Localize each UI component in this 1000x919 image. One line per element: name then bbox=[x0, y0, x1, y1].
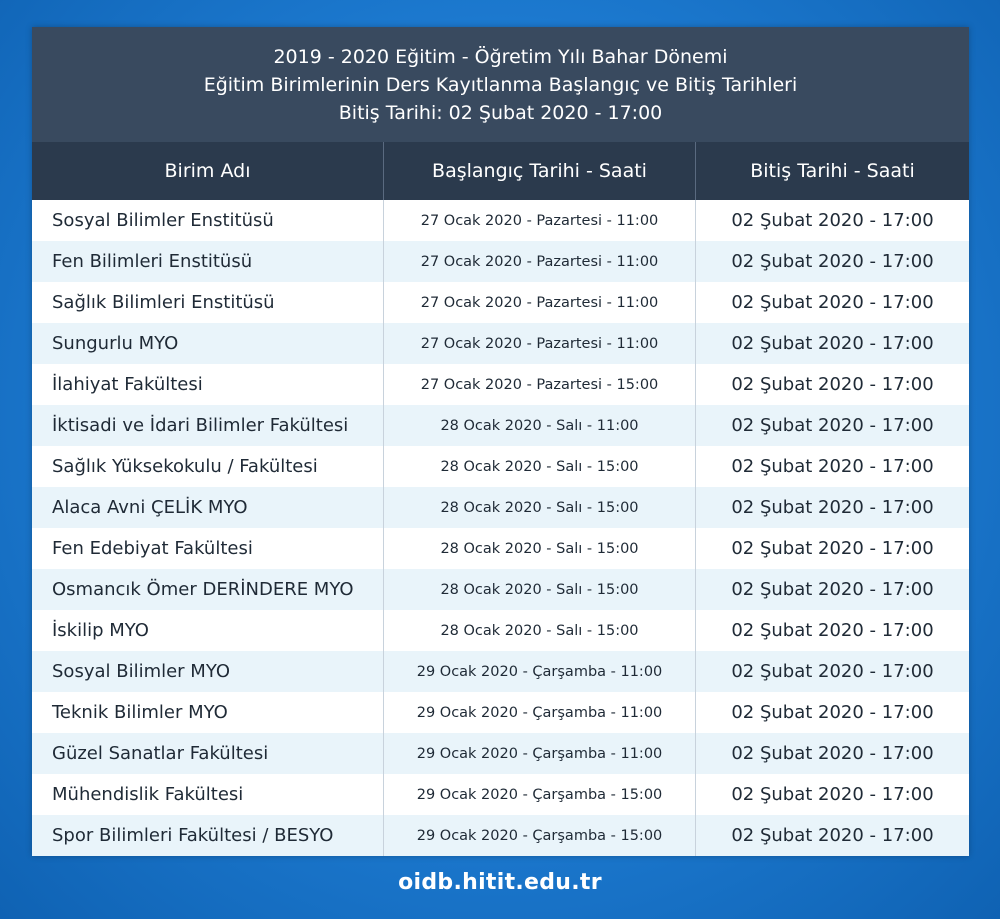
title-line-1: 2019 - 2020 Eğitim - Öğretim Yılı Bahar Dönemi bbox=[273, 45, 728, 68]
table-row bbox=[32, 364, 969, 405]
unit-name-cell: İktisadi ve İdari Bilimler Fakültesi bbox=[32, 405, 384, 446]
table-row bbox=[32, 815, 969, 856]
start-date-cell: 28 Ocak 2020 - Salı - 15:00 bbox=[384, 528, 696, 569]
start-date-cell: 27 Ocak 2020 - Pazartesi - 11:00 bbox=[384, 323, 696, 364]
end-date-cell: 02 Şubat 2020 - 17:00 bbox=[731, 702, 934, 723]
table-row bbox=[32, 569, 969, 610]
end-date-cell: 02 Şubat 2020 - 17:00 bbox=[731, 538, 934, 559]
end-date-cell: 02 Şubat 2020 - 17:00 bbox=[731, 415, 934, 436]
table-header bbox=[32, 142, 969, 200]
header-unit-name: Birim Adı bbox=[32, 142, 384, 200]
unit-name-cell: Teknik Bilimler MYO bbox=[32, 692, 384, 733]
unit-name-cell: Sosyal Bilimler MYO bbox=[32, 651, 384, 692]
header-start-date: Başlangıç Tarihi - Saati bbox=[384, 142, 696, 200]
unit-name-cell: Alaca Avni ÇELİK MYO bbox=[32, 487, 384, 528]
schedule-panel bbox=[32, 27, 969, 856]
end-date-cell: 02 Şubat 2020 - 17:00 bbox=[731, 456, 934, 477]
start-date-cell: 27 Ocak 2020 - Pazartesi - 11:00 bbox=[384, 241, 696, 282]
end-date-cell: 02 Şubat 2020 - 17:00 bbox=[731, 661, 934, 682]
table-row bbox=[32, 446, 969, 487]
header-end-date: Bitiş Tarihi - Saati bbox=[750, 160, 915, 182]
unit-name-cell: Güzel Sanatlar Fakültesi bbox=[32, 733, 384, 774]
unit-name-cell: İlahiyat Fakültesi bbox=[32, 364, 384, 405]
table-row bbox=[32, 692, 969, 733]
table-row bbox=[32, 733, 969, 774]
end-date-cell: 02 Şubat 2020 - 17:00 bbox=[731, 210, 934, 231]
end-date-cell: 02 Şubat 2020 - 17:00 bbox=[731, 292, 934, 313]
start-date-cell: 29 Ocak 2020 - Çarşamba - 15:00 bbox=[384, 774, 696, 815]
start-date-cell: 28 Ocak 2020 - Salı - 15:00 bbox=[384, 569, 696, 610]
end-date-cell: 02 Şubat 2020 - 17:00 bbox=[731, 251, 934, 272]
start-date-cell: 28 Ocak 2020 - Salı - 11:00 bbox=[384, 405, 696, 446]
unit-name-cell: Sosyal Bilimler Enstitüsü bbox=[32, 200, 384, 241]
title-line-3: Bitiş Tarihi: 02 Şubat 2020 - 17:00 bbox=[338, 101, 663, 124]
table-row bbox=[32, 528, 969, 569]
table-row bbox=[32, 200, 969, 241]
table-body bbox=[32, 200, 969, 856]
table-row bbox=[32, 610, 969, 651]
start-date-cell: 28 Ocak 2020 - Salı - 15:00 bbox=[384, 487, 696, 528]
end-date-cell: 02 Şubat 2020 - 17:00 bbox=[731, 374, 934, 395]
start-date-cell: 27 Ocak 2020 - Pazartesi - 11:00 bbox=[384, 282, 696, 323]
start-date-cell: 29 Ocak 2020 - Çarşamba - 11:00 bbox=[384, 651, 696, 692]
unit-name-cell: Osmancık Ömer DERİNDERE MYO bbox=[32, 569, 384, 610]
start-date-cell: 29 Ocak 2020 - Çarşamba - 11:00 bbox=[384, 692, 696, 733]
table-row bbox=[32, 241, 969, 282]
end-date-cell: 02 Şubat 2020 - 17:00 bbox=[731, 620, 934, 641]
unit-name-cell: Sağlık Yüksekokulu / Fakültesi bbox=[32, 446, 384, 487]
unit-name-cell: Fen Edebiyat Fakültesi bbox=[32, 528, 384, 569]
end-date-cell: 02 Şubat 2020 - 17:00 bbox=[731, 825, 934, 846]
table-row bbox=[32, 774, 969, 815]
start-date-cell: 29 Ocak 2020 - Çarşamba - 15:00 bbox=[384, 815, 696, 856]
unit-name-cell: Fen Bilimleri Enstitüsü bbox=[32, 241, 384, 282]
start-date-cell: 29 Ocak 2020 - Çarşamba - 11:00 bbox=[384, 733, 696, 774]
end-date-cell: 02 Şubat 2020 - 17:00 bbox=[731, 579, 934, 600]
unit-name-cell: Sağlık Bilimleri Enstitüsü bbox=[32, 282, 384, 323]
unit-name-cell: İskilip MYO bbox=[32, 610, 384, 651]
title-line-2: Eğitim Birimlerinin Ders Kayıtlanma Başlangıç ve Bitiş Tarihleri bbox=[203, 73, 798, 96]
unit-name-cell: Sungurlu MYO bbox=[32, 323, 384, 364]
start-date-cell: 28 Ocak 2020 - Salı - 15:00 bbox=[384, 446, 696, 487]
table-row bbox=[32, 323, 969, 364]
footer-website: oidb.hitit.edu.tr bbox=[398, 870, 602, 895]
title-block bbox=[32, 27, 969, 142]
table-row bbox=[32, 405, 969, 446]
end-date-cell: 02 Şubat 2020 - 17:00 bbox=[731, 743, 934, 764]
end-date-cell: 02 Şubat 2020 - 17:00 bbox=[731, 333, 934, 354]
start-date-cell: 28 Ocak 2020 - Salı - 15:00 bbox=[384, 610, 696, 651]
start-date-cell: 27 Ocak 2020 - Pazartesi - 15:00 bbox=[384, 364, 696, 405]
table-row bbox=[32, 651, 969, 692]
unit-name-cell: Mühendislik Fakültesi bbox=[32, 774, 384, 815]
unit-name-cell: Spor Bilimleri Fakültesi / BESYO bbox=[32, 815, 384, 856]
start-date-cell: 27 Ocak 2020 - Pazartesi - 11:00 bbox=[384, 200, 696, 241]
table-row bbox=[32, 282, 969, 323]
end-date-cell: 02 Şubat 2020 - 17:00 bbox=[731, 497, 934, 518]
table-row bbox=[32, 487, 969, 528]
end-date-cell: 02 Şubat 2020 - 17:00 bbox=[731, 784, 934, 805]
